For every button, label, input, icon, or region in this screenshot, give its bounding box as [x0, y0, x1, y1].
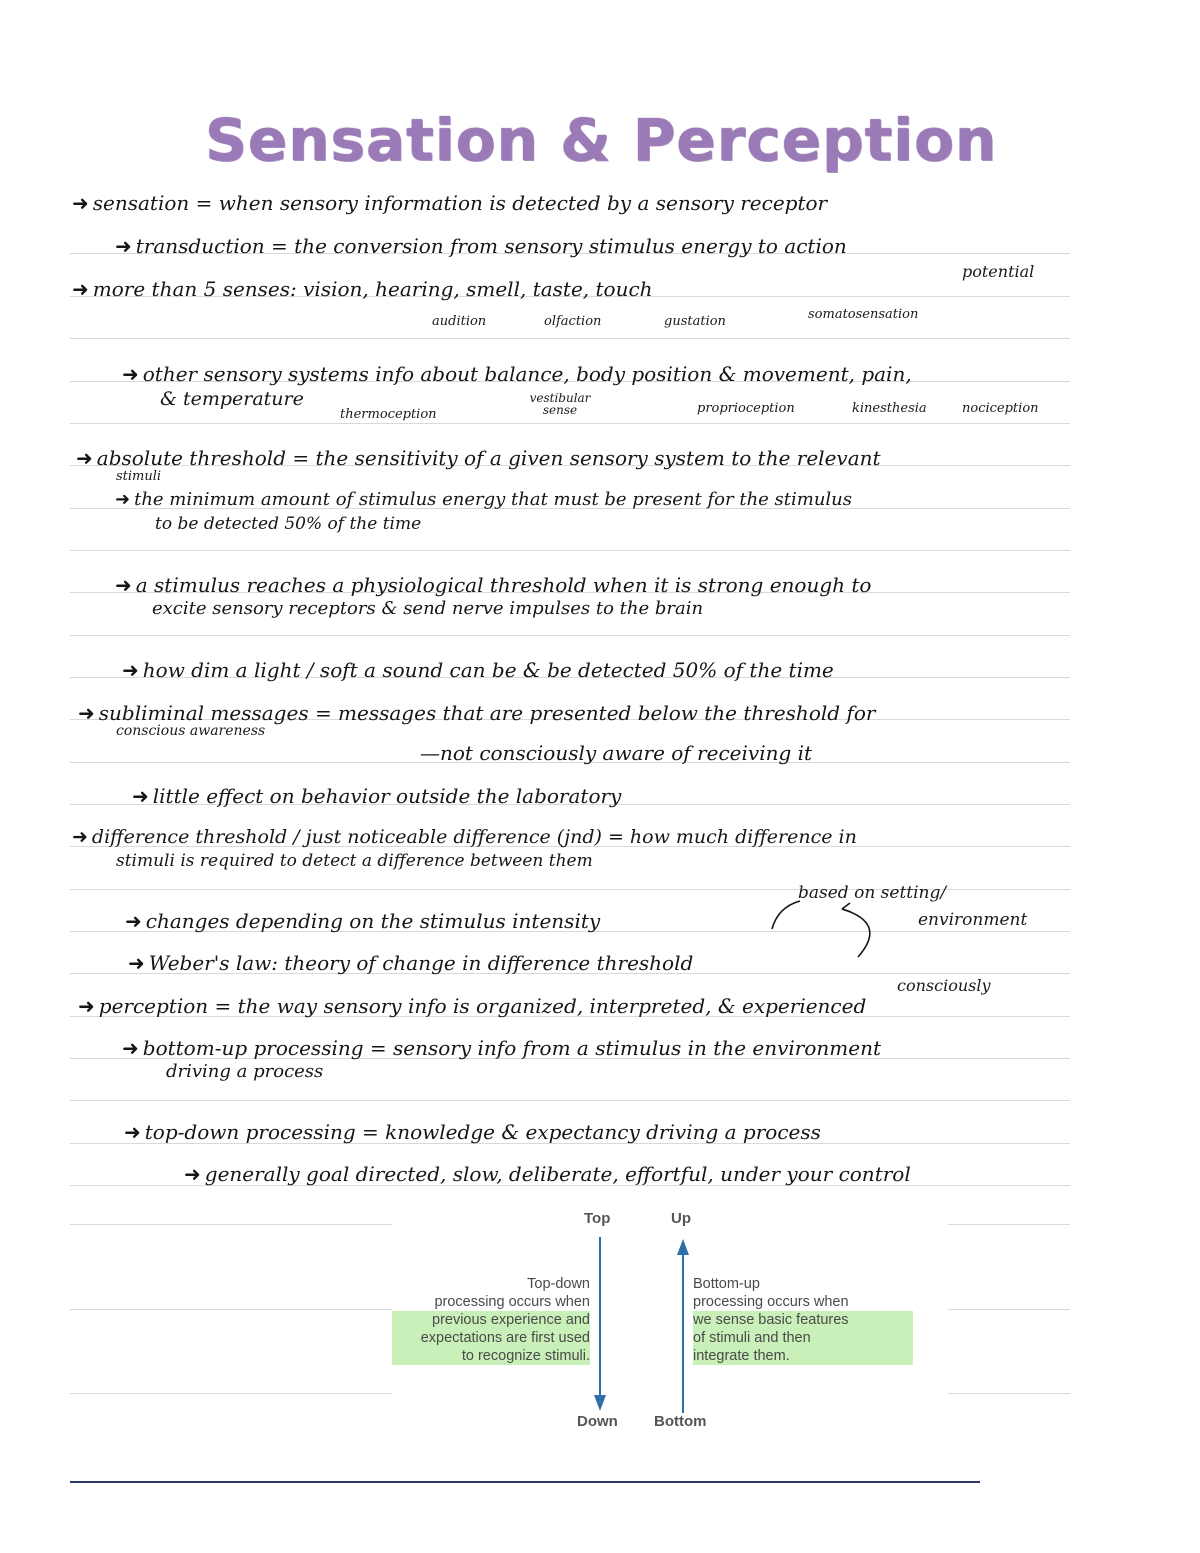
arrow-icon: ➜: [125, 909, 142, 933]
bracket-arrow-icon: [770, 893, 890, 963]
arrow-icon: ➜: [124, 1120, 141, 1144]
note-line: ➜ absolute threshold = the sensitivity of a given sensory system to the relevant: [76, 446, 881, 470]
caption-line: to recognize stimuli.: [392, 1347, 590, 1365]
note-annotation: potential: [962, 262, 1035, 281]
ruled-line: [70, 1393, 392, 1394]
note-line: —not consciously aware of receiving it: [420, 741, 813, 765]
note-line: ➜ little effect on behavior outside the laboratory: [132, 784, 622, 808]
note-line: ➜ Weber's law: theory of change in difference threshold: [128, 951, 694, 975]
caption-line: processing occurs when: [693, 1294, 849, 1310]
caption-line: we sense basic features: [693, 1311, 913, 1329]
ruled-line: [70, 550, 1070, 551]
caption-line: processing occurs when: [434, 1294, 590, 1310]
note-line: ➜ sensation = when sensory information is detected by a sensory receptor: [72, 191, 828, 215]
arrow-icon: ➜: [115, 234, 132, 258]
note-annotation: gustation: [664, 314, 726, 329]
note-line: ➜ subliminal messages = messages that are presented below the threshold for: [78, 701, 876, 725]
diagram-label-bottom: Bottom: [654, 1413, 707, 1430]
arrow-icon: ➜: [184, 1162, 201, 1186]
note-line: ➜ transduction = the conversion from sensory stimulus energy to action: [115, 234, 847, 258]
note-annotation: conscious awareness: [116, 723, 266, 739]
down-arrow-icon: [592, 1237, 608, 1413]
arrow-icon: ➜: [128, 951, 145, 975]
note-line: ➜ top-down processing = knowledge & expectancy driving a process: [124, 1120, 821, 1144]
arrow-icon: ➜: [115, 573, 132, 597]
caption-line: of stimuli and then: [693, 1329, 913, 1347]
note-annotation: stimuli: [116, 469, 162, 484]
note-line: stimuli is required to detect a difference between them: [116, 851, 593, 871]
note-line: ➜ changes depending on the stimulus intensity: [125, 909, 601, 933]
note-line: ➜ more than 5 senses: vision, hearing, smell, taste, touch: [72, 277, 653, 301]
note-line: ➜ difference threshold / just noticeable difference (jnd) = how much difference in: [72, 826, 857, 848]
note-line: & temperature: [160, 388, 304, 410]
processing-diagram: [392, 1205, 948, 1440]
ruled-line: [70, 635, 1070, 636]
arrow-icon: ➜: [122, 658, 139, 682]
diagram-label-top: Top: [584, 1210, 611, 1227]
note-annotation: somatosensation: [808, 307, 919, 322]
caption-line: Bottom-up: [693, 1276, 760, 1292]
bottom-rule: [70, 1481, 980, 1483]
note-annotation: nociception: [962, 401, 1039, 416]
arrow-icon: ➜: [72, 826, 88, 848]
diagram-label-up: Up: [671, 1210, 691, 1227]
caption-line: integrate them.: [693, 1347, 913, 1365]
note-annotation: olfaction: [544, 314, 602, 329]
diagram-label-down: Down: [577, 1413, 618, 1430]
note-line: driving a process: [166, 1061, 324, 1082]
ruled-line: [70, 1309, 392, 1310]
note-annotation: thermoception: [340, 407, 437, 422]
ruled-line: [948, 1224, 1070, 1225]
ruled-line: [70, 1100, 1070, 1101]
note-line: ➜ generally goal directed, slow, deliberate, effortful, under your control: [184, 1162, 911, 1186]
arrow-icon: ➜: [132, 784, 149, 808]
note-annotation: environment: [918, 910, 1028, 930]
arrow-icon: ➜: [115, 489, 131, 510]
note-annotation: consciously: [897, 976, 991, 995]
ruled-line: [948, 1309, 1070, 1310]
caption-line: previous experience and: [392, 1311, 590, 1329]
note-line: to be detected 50% of the time: [155, 514, 422, 534]
note-line: excite sensory receptors & send nerve impulses to the brain: [152, 598, 704, 619]
arrow-icon: ➜: [78, 701, 95, 725]
note-annotation: based on setting/: [798, 883, 947, 903]
note-line: ➜ perception = the way sensory info is organized, interpreted, & experienced: [78, 994, 867, 1018]
top-down-caption: [392, 1275, 590, 1365]
note-annotation: audition: [432, 314, 487, 329]
ruled-line: [70, 423, 1070, 424]
note-line: ➜ a stimulus reaches a physiological threshold when it is strong enough to: [115, 573, 872, 597]
note-line: ➜ bottom-up processing = sensory info from a stimulus in the environment: [122, 1036, 881, 1060]
caption-line: expectations are first used: [392, 1329, 590, 1347]
note-line: ➜ the minimum amount of stimulus energy that must be present for the stimulus: [115, 489, 853, 510]
up-arrow-icon: [675, 1237, 691, 1413]
note-line: ➜ how dim a light / soft a sound can be & be detected 50% of the time: [122, 658, 834, 682]
arrow-icon: ➜: [122, 1036, 139, 1060]
arrow-icon: ➜: [76, 446, 93, 470]
arrow-icon: ➜: [72, 191, 89, 215]
caption-line: Top-down: [527, 1276, 590, 1292]
arrow-icon: ➜: [78, 994, 95, 1018]
note-annotation: kinesthesia: [852, 401, 927, 416]
note-annotation: proprioception: [697, 401, 795, 416]
ruled-line: [948, 1393, 1070, 1394]
ruled-line: [70, 1224, 392, 1225]
ruled-line: [70, 338, 1070, 339]
arrow-icon: ➜: [72, 277, 89, 301]
note-line: ➜ other sensory systems info about balance, body position & movement, pain,: [122, 362, 912, 386]
note-annotation: vestibular sense: [529, 391, 591, 417]
page-title: Sensation & Perception: [205, 106, 998, 174]
arrow-icon: ➜: [122, 362, 139, 386]
bottom-up-caption: [693, 1275, 913, 1365]
